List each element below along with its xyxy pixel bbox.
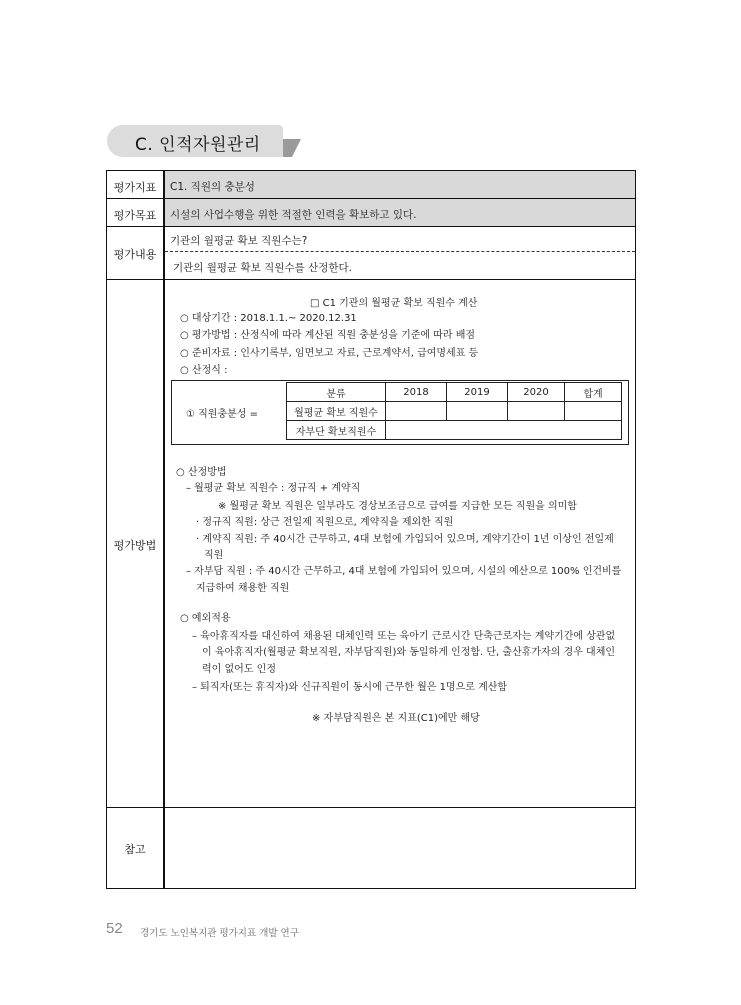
goal-label: 평가목표	[113, 209, 157, 222]
calc-header-cell: 2019	[447, 383, 508, 402]
calc-item: ※ 월평균 확보 직원은 일부라도 경상보조금으로 급여를 지급한 모든 직원을 의미함	[218, 501, 577, 512]
calc-header-cell: 2020	[508, 383, 565, 402]
indicator-label: 평가지표	[113, 181, 157, 194]
method-approach: ○ 평가방법 : 산정식에 따라 계산된 직원 충분성을 기준에 따라 배점	[180, 330, 476, 341]
calc-cell	[386, 402, 447, 421]
calc-row-label: 자부단 확보직원수	[287, 421, 386, 440]
method-heading: □ C1 기관의 월평균 확보 직원수 계산	[310, 298, 478, 309]
calc-table-row	[287, 421, 622, 440]
exception-heading: ○ 예외적용	[180, 613, 231, 624]
calc-header-cell: 분류	[287, 383, 386, 402]
calc-item: · 정규직 직원: 상근 전일제 직원으로, 계약직을 제외한 직원	[196, 517, 454, 528]
calc-row-label: 월평균 확보 직원수	[287, 402, 386, 421]
method-period: ○ 대상기간 : 2018.1.1.~ 2020.12.31	[180, 313, 357, 324]
calc-item: 지급하여 채용한 직원	[196, 583, 290, 594]
calc-table-row	[287, 402, 622, 421]
content-question: 기관의 월평균 확보 직원수는?	[170, 235, 308, 247]
exception-item: – 육아휴직자를 대신하여 채용된 대체인력 또는 육아기 근로시간 단축근로자는 계약기간에 상관없	[192, 631, 616, 642]
formula-label: ○ 산정식 :	[180, 365, 228, 376]
exception-item: 이 육아휴직자(월평균 확보직원, 자부담직원)와 동일하게 인정함. 단, 출산휴가자의 경우 대체인	[202, 647, 616, 658]
calc-table	[286, 382, 622, 440]
calc-header-cell: 합계	[565, 383, 622, 402]
calc-item: – 자부담 직원 : 주 40시간 근무하고, 4대 보험에 가입되어 있으며, 시설의 예산으로 100% 인건비를	[186, 566, 622, 577]
calc-cell	[565, 402, 622, 421]
page-number: 52	[106, 920, 123, 937]
method-note: ※ 자부담직원은 본 지표(C1)에만 해당	[312, 713, 480, 724]
content-label: 평가내용	[113, 248, 157, 261]
calc-cell-merged	[386, 421, 622, 440]
divider	[107, 279, 635, 280]
calc-item: 직원	[204, 550, 224, 561]
section-tab	[107, 125, 287, 157]
indicator-value: C1. 직원의 충분성	[170, 181, 255, 193]
method-materials: ○ 준비자료 : 인사기록부, 임면보고 자료, 근로계약서, 급여명세표 등	[180, 348, 479, 359]
section-title: C. 인적자원관리	[135, 135, 261, 155]
calc-heading: ○ 산정방법	[176, 467, 227, 478]
formula-name: ① 직원충분성 =	[186, 409, 259, 420]
calc-cell	[508, 402, 565, 421]
method-label: 평가방법	[113, 539, 157, 552]
exception-item: 력이 없어도 인정	[202, 664, 276, 675]
content-detail: 기관의 월평균 확보 직원수를 산정한다.	[173, 262, 352, 274]
reference-label: 참고	[124, 843, 146, 856]
calc-item: · 계약직 직원: 주 40시간 근무하고, 4대 보험에 가입되어 있으며, 계약기간이 1년 이상인 전일제	[196, 534, 614, 545]
calc-item: – 월평균 확보 직원수 : 정규직 + 계약직	[186, 483, 361, 494]
calc-header-cell: 2018	[386, 383, 447, 402]
footer-title: 경기도 노인복지관 평가지표 개발 연구	[140, 928, 299, 939]
divider	[107, 226, 635, 227]
divider	[107, 807, 635, 808]
dashed-divider	[165, 251, 635, 252]
calc-table-header	[287, 383, 622, 402]
goal-value: 시설의 사업수행을 위한 적절한 인력을 확보하고 있다.	[170, 209, 417, 221]
calc-cell	[447, 402, 508, 421]
exception-item: – 퇴직자(또는 휴직자)와 신규직원이 동시에 근무한 월은 1명으로 계산함	[192, 682, 508, 693]
